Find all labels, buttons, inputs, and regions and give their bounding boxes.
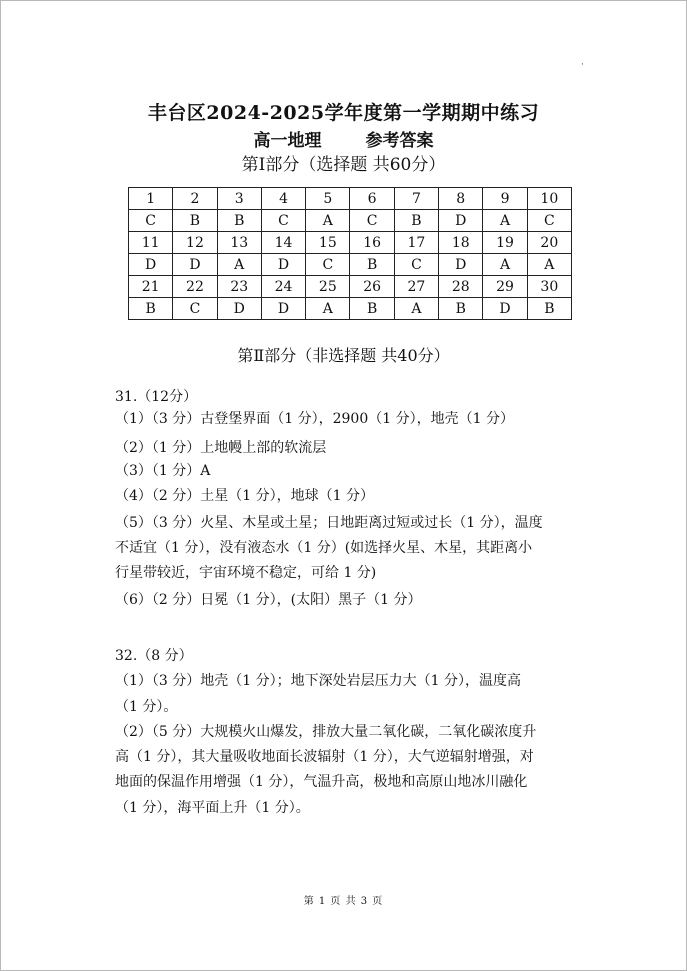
question-number-cell: 3 <box>217 188 261 210</box>
answer-cell: A <box>306 210 350 232</box>
q32-answer-2-line3: 地面的保温作用增强（1 分），气温升高，极地和高原山地冰川融化 <box>115 774 528 790</box>
q31-answer-5-line3: 行星带较近，宇宙环境不稳定，可给 1 分) <box>115 565 377 581</box>
answer-cell: B <box>350 298 394 320</box>
question-number-cell: 1 <box>129 188 173 210</box>
question-number-cell: 4 <box>261 188 305 210</box>
q32-answer-2-line2: 高（1 分），其大量吸收地面长波辐射（1 分），大气逆辐射增强，对 <box>115 749 534 765</box>
question-number-cell: 19 <box>483 232 527 254</box>
answer-cell: D <box>483 298 527 320</box>
question-number-cell: 6 <box>350 188 394 210</box>
answer-cell: B <box>350 254 394 276</box>
answer-cell: D <box>129 254 173 276</box>
question-number-cell: 21 <box>129 276 173 298</box>
corner-mark: · <box>581 60 584 70</box>
q31-answer-2: （2）（1 分）上地幔上部的软流层 <box>115 440 327 456</box>
subtitle <box>0 126 687 151</box>
question-number-cell: 23 <box>217 276 261 298</box>
question-number-cell: 28 <box>439 276 483 298</box>
answer-cell: A <box>483 210 527 232</box>
answer-cell: C <box>261 210 305 232</box>
answer-row <box>129 254 572 276</box>
part1-heading: 第Ⅰ部分（选择题 共60分） <box>241 155 446 175</box>
answer-cell: C <box>306 254 350 276</box>
question-number-row <box>129 276 572 298</box>
question-number-cell: 20 <box>527 232 571 254</box>
question-number-cell: 14 <box>261 232 305 254</box>
question-number-cell: 24 <box>261 276 305 298</box>
answer-row <box>129 298 572 320</box>
q32-answer-1-line2: （1 分）。 <box>115 699 178 715</box>
answer-cell: B <box>439 298 483 320</box>
q31-heading: 31.（12分） <box>115 389 198 405</box>
answer-cell: B <box>173 210 217 232</box>
question-number-row <box>129 232 572 254</box>
answer-cell: C <box>394 254 438 276</box>
question-number-cell: 11 <box>129 232 173 254</box>
q32-heading: 32.（8 分） <box>115 648 193 664</box>
q31-answer-1: （1）（3 分）古登堡界面（1 分），2900（1 分），地壳（1 分） <box>115 411 514 427</box>
answer-key-label: 参考答案 <box>365 131 434 151</box>
answer-cell: C <box>129 210 173 232</box>
q31-answer-6: （6）（2 分）日冕（1 分），(太阳）黑子（1 分） <box>115 592 422 608</box>
question-number-cell: 8 <box>439 188 483 210</box>
answer-cell: A <box>306 298 350 320</box>
q31-answer-3: （3）（1 分）A <box>115 463 211 479</box>
part2-heading: 第Ⅱ部分（非选择题 共40分） <box>237 346 450 365</box>
question-number-cell: 9 <box>483 188 527 210</box>
question-number-cell: 30 <box>527 276 571 298</box>
question-number-cell: 12 <box>173 232 217 254</box>
answer-cell: A <box>527 254 571 276</box>
answer-cell: B <box>217 210 261 232</box>
answer-cell: D <box>261 254 305 276</box>
q32-answer-2-line1: （2）（5 分）大规模火山爆发，排放大量二氧化碳，二氧化碳浓度升 <box>115 724 537 740</box>
q32-answer-1-line1: （1）（3 分）地壳（1 分）；地下深处岩层压力大（1 分），温度高 <box>115 673 521 689</box>
answer-cell: A <box>217 254 261 276</box>
question-number-cell: 2 <box>173 188 217 210</box>
answer-row <box>129 210 572 232</box>
question-number-cell: 13 <box>217 232 261 254</box>
q31-answer-4: （4）（2 分）土星（1 分），地球（1 分） <box>115 488 374 504</box>
question-number-cell: 27 <box>394 276 438 298</box>
answer-cell: B <box>527 298 571 320</box>
question-number-cell: 10 <box>527 188 571 210</box>
answer-cell: B <box>129 298 173 320</box>
answer-cell: A <box>394 298 438 320</box>
question-number-cell: 22 <box>173 276 217 298</box>
question-number-cell: 16 <box>350 232 394 254</box>
answer-table <box>128 187 572 320</box>
q32-answer-2-line4: （1 分），海平面上升（1 分）。 <box>115 800 310 816</box>
answer-cell: C <box>173 298 217 320</box>
q31-answer-5-line1: （5）（3 分）火星、木星或土星；日地距离过短或过长（1 分），温度 <box>115 515 543 531</box>
answer-cell: C <box>350 210 394 232</box>
answer-cell: D <box>261 298 305 320</box>
question-number-cell: 26 <box>350 276 394 298</box>
document-title: 丰台区2024-2025学年度第一学期期中练习 <box>147 102 540 124</box>
question-number-cell: 25 <box>306 276 350 298</box>
question-number-cell: 18 <box>439 232 483 254</box>
answer-cell: A <box>483 254 527 276</box>
answer-cell: D <box>439 210 483 232</box>
question-number-cell: 5 <box>306 188 350 210</box>
question-number-cell: 29 <box>483 276 527 298</box>
answer-cell: D <box>173 254 217 276</box>
question-number-cell: 17 <box>394 232 438 254</box>
question-number-cell: 15 <box>306 232 350 254</box>
question-number-cell: 7 <box>394 188 438 210</box>
answer-cell: B <box>394 210 438 232</box>
subject-label: 高一地理 <box>253 131 322 151</box>
answer-cell: D <box>439 254 483 276</box>
question-number-row <box>129 188 572 210</box>
answer-cell: D <box>217 298 261 320</box>
answer-table-body <box>129 188 572 320</box>
answer-cell: C <box>527 210 571 232</box>
q31-answer-5-line2: 不适宜（1 分），没有液态水（1 分）(如选择火星、木星，其距离小 <box>115 540 533 556</box>
page-footer: 第 1 页 共 3 页 <box>303 896 384 907</box>
